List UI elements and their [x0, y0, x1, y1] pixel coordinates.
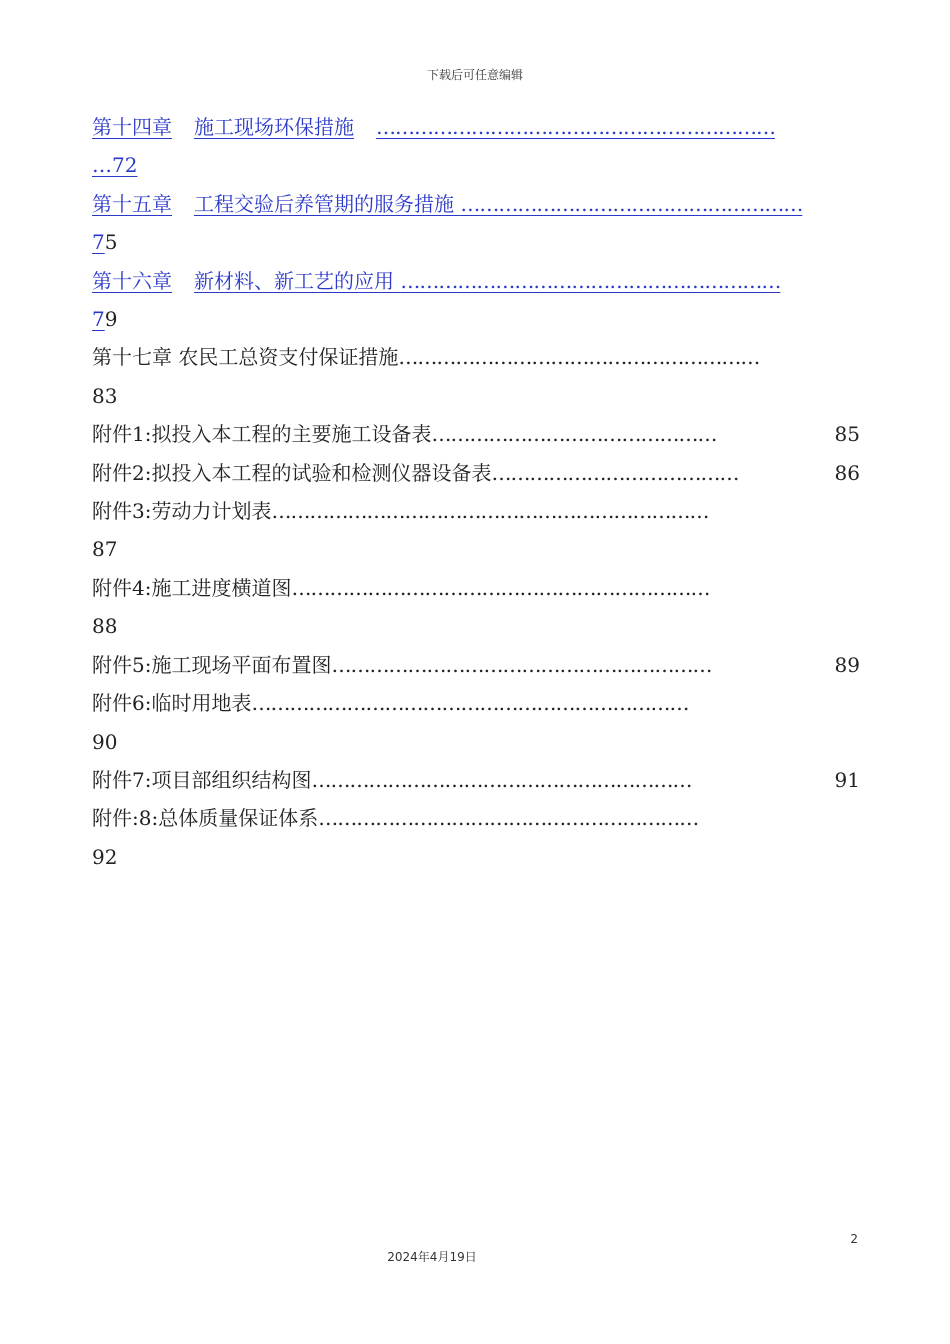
toc-title: 附件:8:总体质量保证体系	[92, 806, 319, 831]
toc-page-number-linked: 7	[92, 230, 105, 255]
footer-date: 2024年4月19日	[387, 1250, 477, 1264]
toc-leader-dots: …………………………………………………………	[291, 575, 710, 600]
toc-page-number: 87	[92, 537, 118, 562]
toc-leader-dots: ………………………………………	[431, 422, 717, 447]
toc-leader-dots: ……………………………………………………	[318, 806, 699, 831]
toc-title: 工程交验后养管期的服务措施	[194, 191, 454, 216]
toc-page-number: 83	[92, 383, 118, 408]
table-of-contents	[92, 108, 860, 876]
toc-title: 附件5:施工现场平面布置图	[92, 652, 332, 677]
toc-page-number: 88	[92, 614, 118, 639]
toc-title: 附件3:劳动力计划表	[92, 499, 272, 524]
toc-leader-dots: ………………………………………………………	[376, 115, 775, 139]
toc-title: 附件4:施工进度横道图	[92, 575, 292, 600]
toc-chapter-label: 第十六章	[92, 268, 172, 293]
toc-link-chapter-16[interactable]	[92, 262, 860, 339]
toc-chapter-label: 第十四章	[92, 115, 172, 139]
toc-leader-dots: ……………………………………………………	[311, 767, 692, 792]
toc-leader-dots: ………………………………………………	[460, 191, 803, 216]
toc-page-number-tail: 9	[104, 307, 118, 332]
toc-title: 施工现场环保措施	[194, 115, 354, 139]
toc-page-number: 92	[92, 844, 118, 869]
toc-title: 新材料、新工艺的应用	[194, 268, 394, 293]
page-number: 2	[850, 1232, 858, 1246]
toc-page-number-linked: 7	[92, 307, 105, 332]
toc-entry-appendix-1	[92, 415, 860, 453]
toc-link-chapter-15[interactable]	[92, 185, 860, 262]
toc-title: 第十七章 农民工总资支付保证措施	[92, 345, 399, 370]
toc-title: 附件2:拟投入本工程的试验和检测仪器设备表	[92, 460, 492, 485]
toc-entry-chapter-17	[92, 338, 860, 415]
toc-entry-appendix-4	[92, 569, 860, 646]
toc-title: 附件1:拟投入本工程的主要施工设备表	[92, 422, 432, 447]
page-header: 下载后可任意编辑	[426, 68, 523, 82]
toc-entry-appendix-3	[92, 492, 860, 569]
toc-leader-dots: ……………………………………………………………	[271, 499, 709, 524]
toc-leader-dots: …………………………………	[491, 460, 739, 485]
toc-page-number: 85	[834, 422, 860, 447]
toc-entry-appendix-8	[92, 799, 860, 876]
toc-leader-dots: ……………………………………………………………	[251, 691, 689, 716]
toc-leader-dots: ……………………………………………………	[400, 268, 781, 293]
toc-page-number-tail: 5	[104, 230, 118, 255]
toc-entry-appendix-2	[92, 454, 860, 492]
toc-leader-dots: …………………………………………………	[398, 345, 760, 370]
toc-page-number: 90	[92, 729, 118, 754]
toc-chapter-label: 第十五章	[92, 191, 172, 216]
toc-entry-appendix-7	[92, 761, 860, 799]
toc-link-chapter-14[interactable]	[92, 108, 860, 185]
toc-title: 附件7:项目部组织结构图	[92, 767, 312, 792]
toc-page-number: 89	[834, 652, 860, 677]
toc-page-number: …72	[92, 153, 138, 178]
toc-page-number: 86	[834, 460, 860, 485]
toc-page-number: 91	[834, 767, 860, 792]
toc-entry-appendix-5	[92, 646, 860, 684]
toc-title: 附件6:临时用地表	[92, 691, 252, 716]
toc-entry-appendix-6	[92, 684, 860, 761]
toc-leader-dots: ……………………………………………………	[331, 652, 712, 677]
